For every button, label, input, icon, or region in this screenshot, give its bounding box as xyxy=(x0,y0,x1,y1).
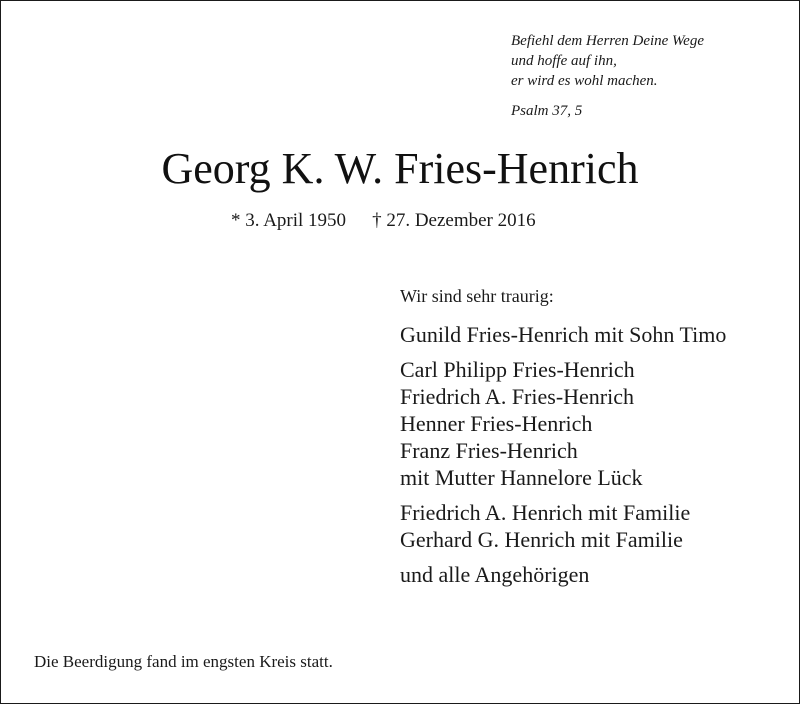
mourner-name: Gerhard G. Henrich mit Familie xyxy=(400,527,683,552)
verse-reference: Psalm 37, 5 xyxy=(511,103,583,119)
mourner-name: Gunild Fries-Henrich mit Sohn Timo xyxy=(400,322,727,347)
funeral-note: Die Beerdigung fand im engsten Kreis statt. xyxy=(34,652,333,671)
mourner-name: Carl Philipp Fries-Henrich xyxy=(400,357,635,382)
life-dates xyxy=(231,209,536,233)
mourner-name: Henner Fries-Henrich xyxy=(400,411,593,436)
birth-date: * 3. April 1950 xyxy=(231,210,347,231)
verse-line: er wird es wohl machen. xyxy=(511,73,658,89)
mourner-name: Friedrich A. Henrich mit Familie xyxy=(400,500,691,525)
mourner-group xyxy=(400,499,726,553)
mourner-name: Franz Fries-Henrich xyxy=(400,438,578,463)
psalm-verse xyxy=(511,31,704,121)
mourner-group xyxy=(400,356,726,491)
mourner-group xyxy=(400,321,726,348)
verse-line: Befiehl dem Herren Deine Wege xyxy=(511,33,704,49)
mourner-name: und alle Angehörigen xyxy=(400,562,590,587)
deceased-name: Georg K. W. Fries-Henrich xyxy=(161,144,639,193)
mourner-name: Friedrich A. Fries-Henrich xyxy=(400,384,634,409)
mourner-group xyxy=(400,561,726,588)
mourners-intro: Wir sind sehr traurig: xyxy=(400,286,554,306)
death-date: † 27. Dezember 2016 xyxy=(372,210,536,231)
mourners-list xyxy=(400,285,726,596)
verse-line: und hoffe auf ihn, xyxy=(511,53,617,69)
mourner-name: mit Mutter Hannelore Lück xyxy=(400,465,643,490)
